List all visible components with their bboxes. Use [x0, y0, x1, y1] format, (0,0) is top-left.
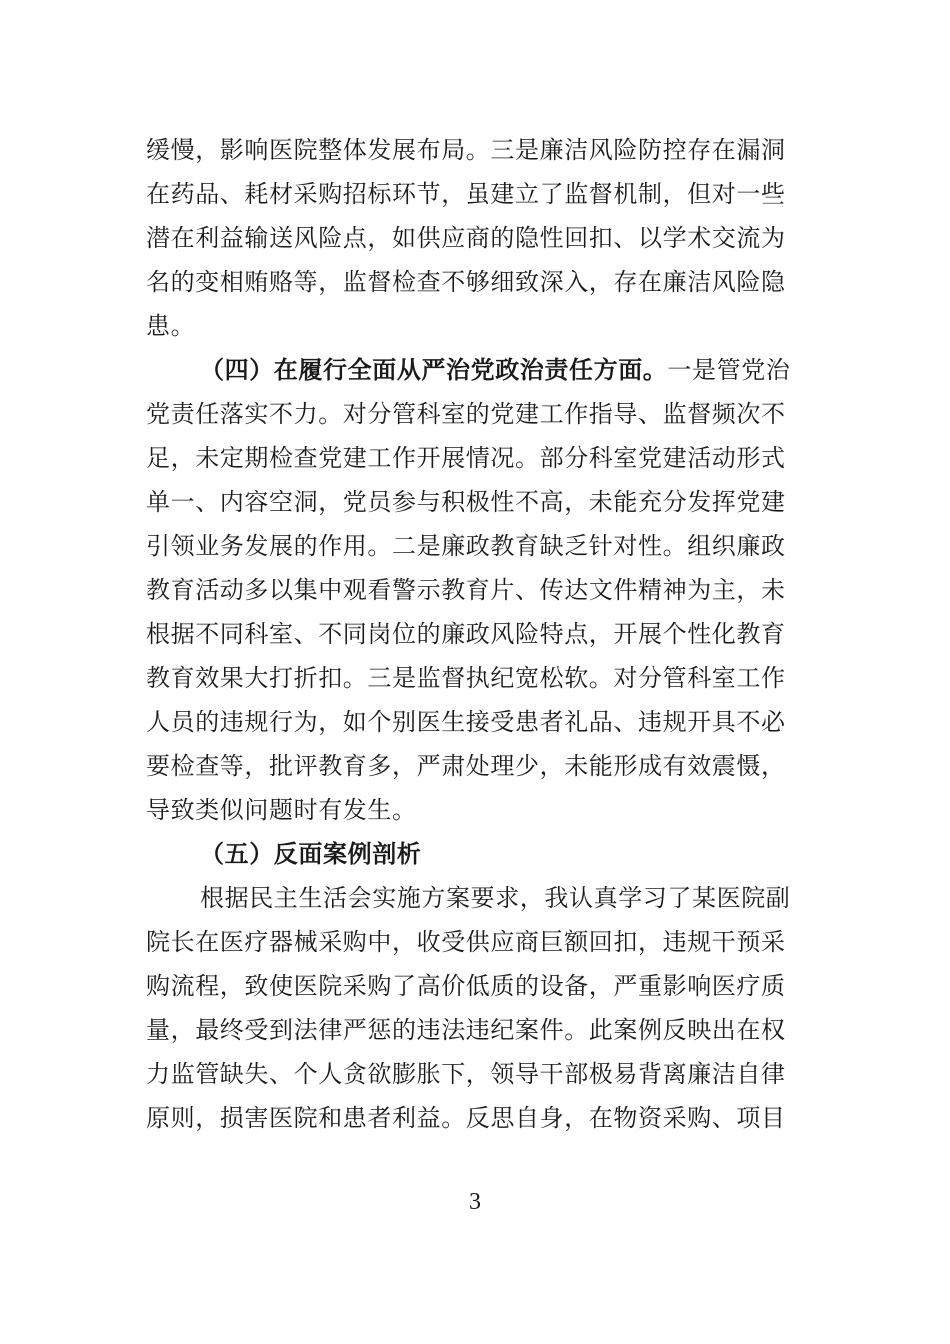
text-line: 单一、内容空洞，党员参与积极性不高，未能充分发挥党建 — [146, 488, 786, 516]
page-number: 3 — [469, 1189, 481, 1215]
text-line: 名的变相贿赂等，监督检查不够细致深入，存在廉洁风险隐 — [146, 268, 786, 296]
text-line: 导致类似问题时有发生。 — [146, 796, 417, 824]
body-text — [146, 128, 808, 1140]
text-line: 引领业务发展的作用。二是廉政教育缺乏针对性。组织廉政 — [146, 532, 786, 560]
text-line: 要检查等，批评教育多，严肃处理少，未能形成有效震慑， — [146, 752, 786, 780]
text-line: 力监管缺失、个人贪欲膨胀下，领导干部极易背离廉洁自律 — [146, 1060, 786, 1088]
section-five-heading: （五）反面案例剖析 — [200, 839, 422, 868]
text-line: 缓慢，影响医院整体发展布局。三是廉洁风险防控存在漏洞 — [146, 136, 786, 164]
text-line: 教育活动多以集中观看警示教育片、传达文件精神为主，未 — [146, 576, 786, 604]
text-run: 一是管党治 — [667, 356, 791, 384]
text-line: 教育效果大打折扣。三是监督执纪宽松软。对分管科室工作 — [146, 664, 786, 692]
text-line: 足，未定期检查党建工作开展情况。部分科室党建活动形式 — [146, 444, 786, 472]
text-line: 潜在利益输送风险点，如供应商的隐性回扣、以学术交流为 — [146, 224, 786, 252]
text-line: 在药品、耗材采购招标环节，虽建立了监督机制，但对一些 — [146, 180, 786, 208]
text-line: 根据不同科室、不同岗位的廉政风险特点，开展个性化教育 — [146, 620, 786, 648]
text-line: 党责任落实不力。对分管科室的党建工作指导、监督频次不 — [146, 400, 786, 428]
text-line: 院长在医疗器械采购中，收受供应商巨额回扣，违规干预采 — [146, 928, 786, 956]
section-four-first-line — [146, 348, 808, 392]
text-line: 患。 — [146, 312, 196, 340]
text-line: 人员的违规行为，如个别医生接受患者礼品、违规开具不必 — [146, 708, 786, 736]
text-line: 量，最终受到法律严惩的违法违纪案件。此案例反映出在权 — [146, 1016, 786, 1044]
text-line: 原则，损害医院和患者利益。反思自身，在物资采购、项目 — [146, 1104, 786, 1132]
text-line: 根据民主生活会实施方案要求，我认真学习了某医院副 — [200, 884, 791, 912]
text-line: 购流程，致使医院采购了高价低质的设备，严重影响医疗质 — [146, 972, 786, 1000]
section-four-heading: （四）在履行全面从严治党政治责任方面。 — [200, 355, 668, 384]
